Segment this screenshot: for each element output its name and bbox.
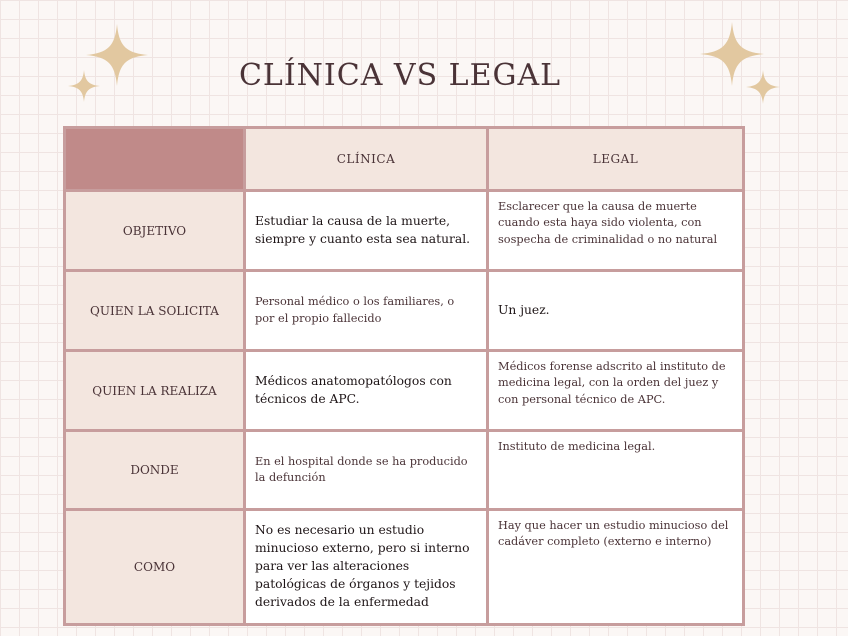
clinica-cell: Estudiar la causa de la muerte, siempre y cuanto esta sea natural. <box>245 191 488 271</box>
clinica-cell: Médicos anatomopatólogos con técnicos de APC. <box>245 351 488 431</box>
clinica-cell: En el hospital donde se ha producido la defunción <box>245 431 488 510</box>
column-header-clinica: CLÍNICA <box>245 128 488 191</box>
legal-cell: Esclarecer que la causa de muerte cuando esta haya sido violenta, con sospecha de criminalidad o no natural <box>488 191 744 271</box>
row-label: OBJETIVO <box>65 191 245 271</box>
table-row <box>65 271 744 351</box>
legal-cell: Hay que hacer un estudio minucioso del cadáver completo (externo e interno) <box>488 510 744 625</box>
table-row <box>65 431 744 510</box>
row-label: DONDE <box>65 431 245 510</box>
legal-cell: Instituto de medicina legal. <box>488 431 744 510</box>
legal-cell: Un juez. <box>488 271 744 351</box>
table-row <box>65 510 744 625</box>
row-label: QUIEN LA REALIZA <box>65 351 245 431</box>
clinica-cell: Personal médico o los familiares, o por el propio fallecido <box>245 271 488 351</box>
row-label: COMO <box>65 510 245 625</box>
comparison-table <box>63 126 745 626</box>
row-label: QUIEN LA SOLICITA <box>65 271 245 351</box>
table-corner-cell <box>65 128 245 191</box>
table-row <box>65 191 744 271</box>
legal-cell: Médicos forense adscrito al instituto de medicina legal, con la orden del juez y con personal técnico de APC. <box>488 351 744 431</box>
table-header-row <box>65 128 744 191</box>
table-row <box>65 351 744 431</box>
column-header-legal: LEGAL <box>488 128 744 191</box>
clinica-cell: No es necesario un estudio minucioso externo, pero si interno para ver las alteraciones patológicas de órganos y tejidos derivados de la enfermedad <box>245 510 488 625</box>
page-title: CLÍNICA VS LEGAL <box>238 58 562 93</box>
